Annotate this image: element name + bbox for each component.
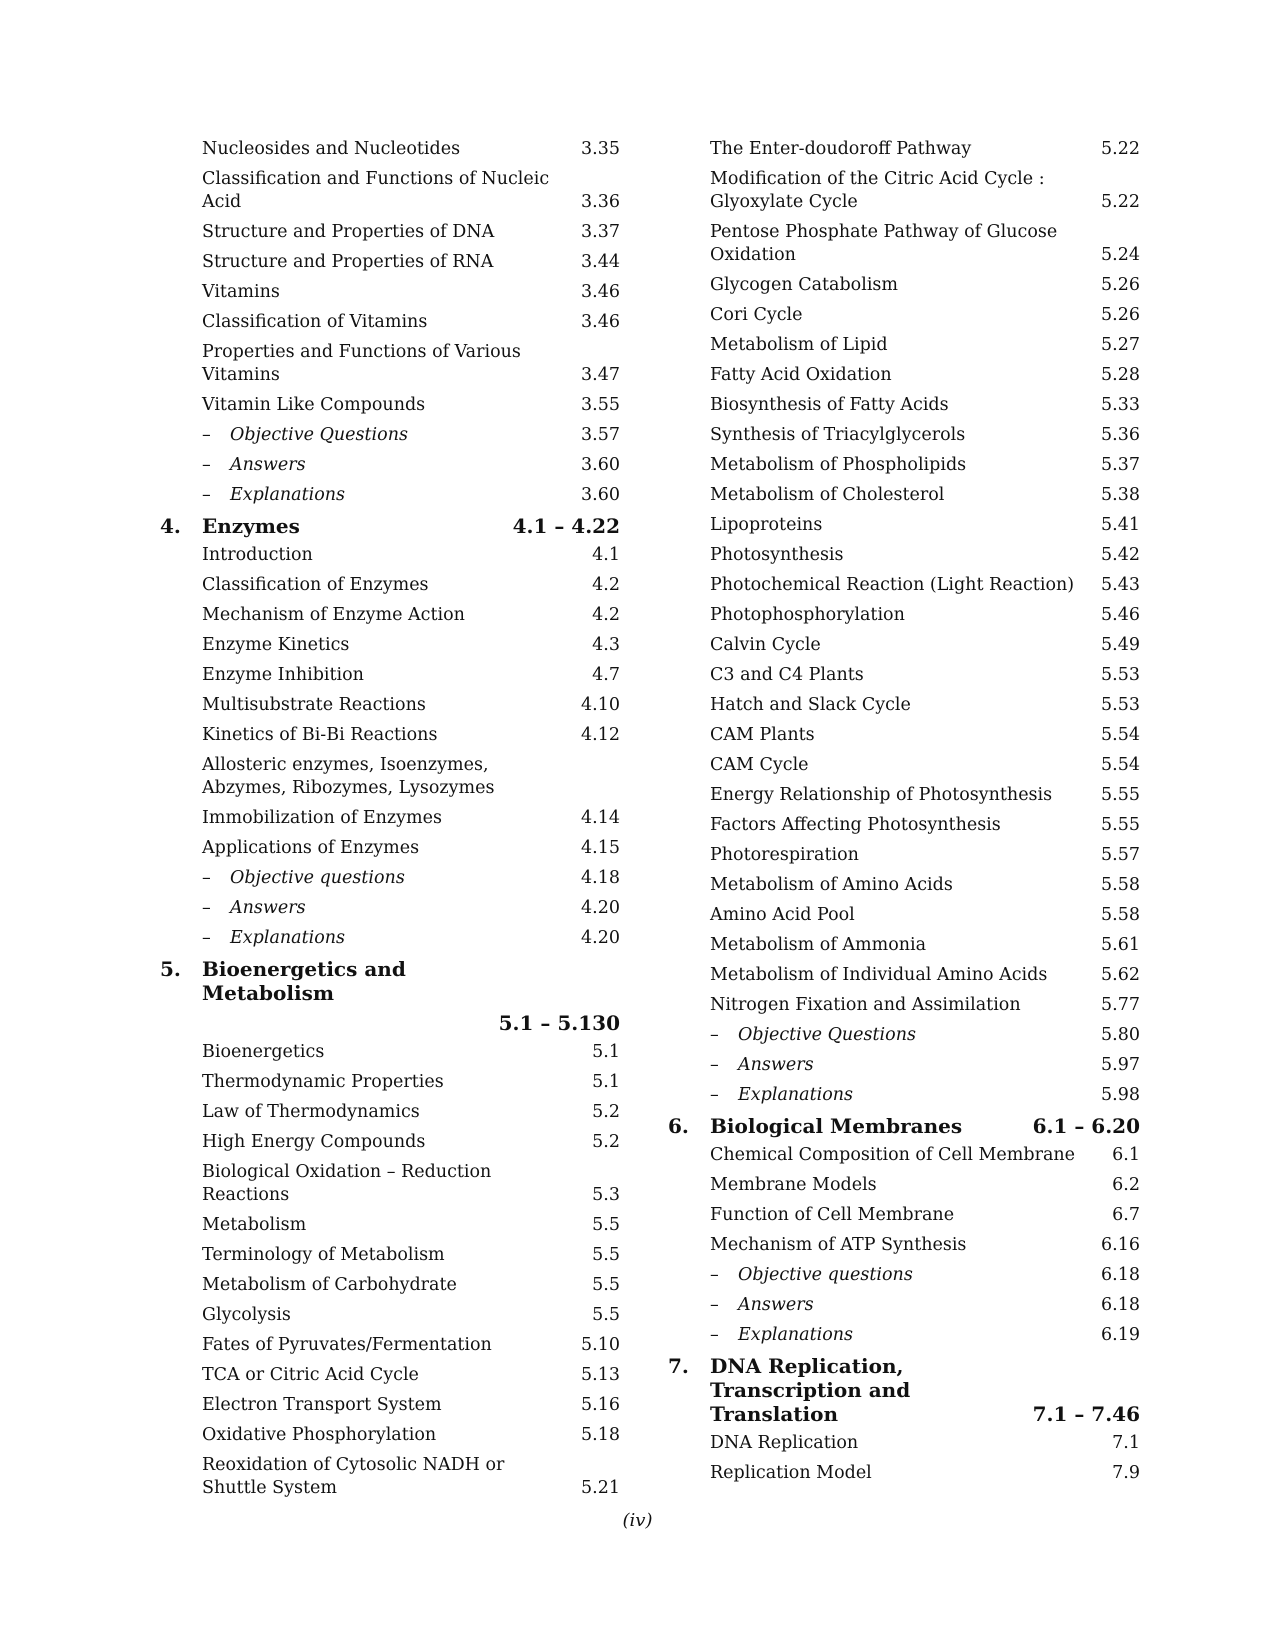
toc-entry xyxy=(160,1161,620,1207)
entry-title: High Energy Compounds xyxy=(202,1132,426,1152)
page-number: 5.58 xyxy=(1101,905,1140,925)
page-number: 3.57 xyxy=(581,425,620,445)
toc-chapter-heading xyxy=(160,514,620,538)
page-number: 5.18 xyxy=(581,1425,620,1445)
page-number: 4.14 xyxy=(581,808,620,828)
entry-title: Metabolism of Carbohydrate xyxy=(202,1275,457,1295)
entry-title: Vitamins xyxy=(202,282,280,302)
page-number: 5.5 xyxy=(592,1305,620,1325)
page-number: 5.10 xyxy=(581,1335,620,1355)
page-number: 5.41 xyxy=(1101,515,1140,535)
entry-title: Thermodynamic Properties xyxy=(202,1072,444,1092)
page-number: 5.5 xyxy=(592,1245,620,1265)
toc-entry xyxy=(160,1424,620,1447)
toc-entry xyxy=(668,664,1140,687)
page-number: 4.20 xyxy=(581,928,620,948)
entry-title: Energy Relationship of Photosynthesis xyxy=(710,785,1053,805)
toc-entry xyxy=(160,604,620,627)
subentry-title: Objective questions xyxy=(230,868,405,888)
toc-entry xyxy=(668,964,1140,987)
entry-title: Reoxidation of Cytosolic NADH or Shuttle System xyxy=(202,1455,505,1498)
dash-marker: – xyxy=(202,898,211,918)
entry-title: Glycogen Catabolism xyxy=(710,275,898,295)
entry-title: Allosteric enzymes, Isoenzymes, Abzymes, Ribozymes, Lysozymes xyxy=(202,755,495,798)
page-number: 5.97 xyxy=(1101,1055,1140,1075)
toc-entry xyxy=(668,604,1140,627)
page-number: 5.27 xyxy=(1101,335,1140,355)
chapter-title: Bioenergetics and Metabolism xyxy=(202,957,406,1005)
entry-title: Photophosphorylation xyxy=(710,605,905,625)
toc-subentry xyxy=(668,1084,1140,1107)
toc-entry xyxy=(668,514,1140,537)
subentry-title: Objective questions xyxy=(738,1265,913,1285)
toc-entry xyxy=(160,281,620,304)
subentry-title: Answers xyxy=(738,1055,814,1075)
dash-marker: – xyxy=(710,1055,719,1075)
entry-title: Metabolism of Ammonia xyxy=(710,935,927,955)
entry-title: Lipoproteins xyxy=(710,515,823,535)
entry-title: Mechanism of Enzyme Action xyxy=(202,605,465,625)
chapter-page-range: 6.1 – 6.20 xyxy=(1032,1114,1140,1138)
entry-title: Photochemical Reaction (Light Reaction) xyxy=(710,575,1075,595)
page-number: 5.58 xyxy=(1101,875,1140,895)
toc-entry xyxy=(668,694,1140,717)
toc-entry xyxy=(160,1454,620,1500)
dash-marker: – xyxy=(202,455,211,475)
toc-entry xyxy=(160,837,620,860)
page-number: 3.47 xyxy=(581,365,620,385)
entry-title: Membrane Models xyxy=(710,1175,877,1195)
page-number: 5.53 xyxy=(1101,695,1140,715)
chapter-page-range: 4.1 – 4.22 xyxy=(512,514,620,538)
toc-entry xyxy=(668,874,1140,897)
page-folio: (iv) xyxy=(622,1510,653,1531)
dash-marker: – xyxy=(710,1265,719,1285)
page-number: 5.55 xyxy=(1101,785,1140,805)
subentry-title: Objective Questions xyxy=(230,425,408,445)
toc-subentry xyxy=(160,897,620,920)
subentry-title: Explanations xyxy=(738,1085,853,1105)
toc-entry xyxy=(668,724,1140,747)
entry-title: Cori Cycle xyxy=(710,305,803,325)
toc-entry xyxy=(160,1131,620,1154)
page-number: 6.18 xyxy=(1101,1265,1140,1285)
toc-entry xyxy=(668,484,1140,507)
toc-right-column xyxy=(668,138,1140,1492)
dash-marker: – xyxy=(710,1325,719,1345)
page-number: 4.2 xyxy=(592,575,620,595)
page-number: 5.28 xyxy=(1101,365,1140,385)
entry-title: Metabolism of Lipid xyxy=(710,335,888,355)
page-number: 5.49 xyxy=(1101,635,1140,655)
toc-entry xyxy=(668,1234,1140,1257)
toc-entry xyxy=(160,1364,620,1387)
entry-title: Modification of the Citric Acid Cycle : Glyoxylate Cycle xyxy=(710,169,1045,212)
page-number: 5.33 xyxy=(1101,395,1140,415)
page-number: 4.2 xyxy=(592,605,620,625)
toc-entry xyxy=(160,1214,620,1237)
toc-entry xyxy=(668,138,1140,161)
chapter-number: 7. xyxy=(668,1354,689,1378)
chapter-number: 6. xyxy=(668,1114,689,1138)
toc-entry xyxy=(668,334,1140,357)
page-number: 5.57 xyxy=(1101,845,1140,865)
toc-entry xyxy=(160,694,620,717)
toc-subentry xyxy=(668,1054,1140,1077)
toc-entry xyxy=(668,1432,1140,1455)
page-number: 4.12 xyxy=(581,725,620,745)
entry-title: Biological Oxidation – Reduction Reactions xyxy=(202,1162,492,1205)
entry-title: Factors Affecting Photosynthesis xyxy=(710,815,1001,835)
entry-title: DNA Replication xyxy=(710,1433,859,1453)
entry-title: Fates of Pyruvates/Fermentation xyxy=(202,1335,492,1355)
toc-entry xyxy=(160,1304,620,1327)
page-number: 4.10 xyxy=(581,695,620,715)
entry-title: Synthesis of Triacylglycerols xyxy=(710,425,966,445)
page-number: 3.46 xyxy=(581,282,620,302)
page-number: 5.46 xyxy=(1101,605,1140,625)
entry-title: Electron Transport System xyxy=(202,1395,442,1415)
toc-entry xyxy=(668,364,1140,387)
dash-marker: – xyxy=(202,485,211,505)
toc-entry xyxy=(160,1041,620,1064)
chapter-page-range: 5.1 – 5.130 xyxy=(498,1011,620,1035)
entry-title: Multisubstrate Reactions xyxy=(202,695,426,715)
entry-title: Metabolism of Phospholipids xyxy=(710,455,967,475)
entry-title: Applications of Enzymes xyxy=(202,838,420,858)
toc-entry xyxy=(668,574,1140,597)
toc-entry xyxy=(668,934,1140,957)
entry-title: Classification of Enzymes xyxy=(202,575,429,595)
page-number: 3.55 xyxy=(581,395,620,415)
entry-title: Enzyme Inhibition xyxy=(202,665,364,685)
entry-title: Nitrogen Fixation and Assimilation xyxy=(710,995,1021,1015)
toc-subentry xyxy=(160,484,620,507)
toc-subentry xyxy=(668,1294,1140,1317)
entry-title: Function of Cell Membrane xyxy=(710,1205,955,1225)
toc-entry xyxy=(160,138,620,161)
page-number: 5.37 xyxy=(1101,455,1140,475)
toc-entry xyxy=(668,544,1140,567)
entry-title: Biosynthesis of Fatty Acids xyxy=(710,395,949,415)
toc-chapter-heading xyxy=(668,1114,1140,1138)
toc-entry xyxy=(668,634,1140,657)
entry-title: Classification and Functions of Nucleic Acid xyxy=(202,169,550,212)
entry-title: Properties and Functions of Various Vitamins xyxy=(202,342,521,385)
subentry-title: Answers xyxy=(738,1295,814,1315)
toc-entry xyxy=(668,1144,1140,1167)
toc-entry xyxy=(668,1174,1140,1197)
toc-entry xyxy=(668,784,1140,807)
toc-entry xyxy=(668,424,1140,447)
entry-title: Metabolism of Individual Amino Acids xyxy=(710,965,1048,985)
toc-entry xyxy=(160,544,620,567)
chapter-title: Enzymes xyxy=(202,514,300,538)
dash-marker: – xyxy=(202,868,211,888)
page-number: 3.60 xyxy=(581,455,620,475)
page-number: 3.37 xyxy=(581,222,620,242)
entry-title: Photorespiration xyxy=(710,845,859,865)
entry-title: TCA or Citric Acid Cycle xyxy=(202,1365,419,1385)
entry-title: Mechanism of ATP Synthesis xyxy=(710,1235,967,1255)
chapter-number: 5. xyxy=(160,957,181,981)
toc-subentry xyxy=(160,867,620,890)
toc-entry xyxy=(160,1394,620,1417)
entry-title: Metabolism of Cholesterol xyxy=(710,485,945,505)
toc-subentry xyxy=(668,1024,1140,1047)
page-number: 6.2 xyxy=(1112,1175,1140,1195)
toc-entry xyxy=(160,1244,620,1267)
page-number: 4.15 xyxy=(581,838,620,858)
page-number: 4.18 xyxy=(581,868,620,888)
subentry-title: Explanations xyxy=(230,485,345,505)
entry-title: Law of Thermodynamics xyxy=(202,1102,420,1122)
entry-title: Replication Model xyxy=(710,1463,872,1483)
toc-chapter-heading xyxy=(668,1354,1140,1426)
page-number: 5.13 xyxy=(581,1365,620,1385)
page-number: 3.35 xyxy=(581,139,620,159)
entry-title: The Enter-doudoroff Pathway xyxy=(710,139,972,159)
entry-title: Oxidative Phosphorylation xyxy=(202,1425,437,1445)
page-number: 5.21 xyxy=(581,1478,620,1498)
dash-marker: – xyxy=(202,928,211,948)
page-number: 5.2 xyxy=(592,1102,620,1122)
toc-entry xyxy=(160,574,620,597)
entry-title: Immobilization of Enzymes xyxy=(202,808,442,828)
entry-title: Structure and Properties of RNA xyxy=(202,252,494,272)
page-number: 5.61 xyxy=(1101,935,1140,955)
entry-title: Hatch and Slack Cycle xyxy=(710,695,911,715)
page-number: 3.44 xyxy=(581,252,620,272)
page-number: 3.46 xyxy=(581,312,620,332)
dash-marker: – xyxy=(202,425,211,445)
entry-title: Pentose Phosphate Pathway of Glucose Oxidation xyxy=(710,222,1058,265)
page-number: 5.77 xyxy=(1101,995,1140,1015)
subentry-title: Answers xyxy=(230,455,306,475)
page-number: 5.26 xyxy=(1101,275,1140,295)
toc-entry xyxy=(160,1334,620,1357)
page-number: 5.55 xyxy=(1101,815,1140,835)
page-number: 5.5 xyxy=(592,1275,620,1295)
page-number: 5.80 xyxy=(1101,1025,1140,1045)
page-number: 4.20 xyxy=(581,898,620,918)
page-number: 5.26 xyxy=(1101,305,1140,325)
toc-entry xyxy=(160,664,620,687)
entry-title: Introduction xyxy=(202,545,313,565)
toc-subentry xyxy=(668,1264,1140,1287)
toc-entry xyxy=(160,724,620,747)
entry-title: Vitamin Like Compounds xyxy=(202,395,426,415)
page-number: 6.18 xyxy=(1101,1295,1140,1315)
toc-subentry xyxy=(160,927,620,950)
toc-entry xyxy=(160,1274,620,1297)
toc-entry xyxy=(668,994,1140,1017)
entry-title: CAM Cycle xyxy=(710,755,809,775)
toc-entry xyxy=(160,341,620,387)
chapter-title: DNA Replication, Transcription and Translation xyxy=(710,1354,911,1426)
page-number: 4.1 xyxy=(592,545,620,565)
entry-title: Kinetics of Bi-Bi Reactions xyxy=(202,725,438,745)
chapter-page-range: 7.1 – 7.46 xyxy=(1032,1402,1140,1426)
toc-entry xyxy=(160,251,620,274)
entry-title: CAM Plants xyxy=(710,725,815,745)
page-number: 5.3 xyxy=(592,1185,620,1205)
toc-entry xyxy=(668,904,1140,927)
chapter-title: Biological Membranes xyxy=(710,1114,963,1138)
entry-title: Metabolism xyxy=(202,1215,307,1235)
page-number: 5.98 xyxy=(1101,1085,1140,1105)
entry-title: Classification of Vitamins xyxy=(202,312,428,332)
toc-entry xyxy=(668,454,1140,477)
entry-title: Photosynthesis xyxy=(710,545,844,565)
entry-title: C3 and C4 Plants xyxy=(710,665,864,685)
entry-title: Amino Acid Pool xyxy=(710,905,855,925)
dash-marker: – xyxy=(710,1085,719,1105)
entry-title: Calvin Cycle xyxy=(710,635,821,655)
dash-marker: – xyxy=(710,1025,719,1045)
toc-entry xyxy=(160,394,620,417)
toc-entry xyxy=(160,1071,620,1094)
page-number: 5.16 xyxy=(581,1395,620,1415)
page-number: 5.1 xyxy=(592,1042,620,1062)
subentry-title: Explanations xyxy=(230,928,345,948)
toc-entry xyxy=(668,1462,1140,1485)
toc-entry xyxy=(668,304,1140,327)
toc-entry xyxy=(160,807,620,830)
page-number: 7.9 xyxy=(1112,1463,1140,1483)
toc-entry xyxy=(668,221,1140,267)
page-number: 5.62 xyxy=(1101,965,1140,985)
toc-entry xyxy=(668,394,1140,417)
page-number: 6.19 xyxy=(1101,1325,1140,1345)
entry-title: Metabolism of Amino Acids xyxy=(710,875,953,895)
page-number: 3.60 xyxy=(581,485,620,505)
page-number: 6.16 xyxy=(1101,1235,1140,1255)
entry-title: Fatty Acid Oxidation xyxy=(710,365,892,385)
entry-title: Nucleosides and Nucleotides xyxy=(202,139,461,159)
page-number: 5.54 xyxy=(1101,725,1140,745)
entry-title: Bioenergetics xyxy=(202,1042,325,1062)
toc-entry xyxy=(160,168,620,214)
page-number: 5.24 xyxy=(1101,245,1140,265)
page-number: 5.2 xyxy=(592,1132,620,1152)
page-number: 5.43 xyxy=(1101,575,1140,595)
toc-entry xyxy=(668,274,1140,297)
toc-entry xyxy=(160,221,620,244)
entry-title: Glycolysis xyxy=(202,1305,291,1325)
toc-entry xyxy=(160,311,620,334)
toc-entry xyxy=(668,844,1140,867)
entry-title: Chemical Composition of Cell Membrane xyxy=(710,1145,1076,1165)
page-number: 4.7 xyxy=(592,665,620,685)
entry-title: Enzyme Kinetics xyxy=(202,635,350,655)
dash-marker: – xyxy=(710,1295,719,1315)
page-number: 3.36 xyxy=(581,192,620,212)
toc-entry xyxy=(160,754,620,800)
toc-entry xyxy=(668,754,1140,777)
page-number: 6.7 xyxy=(1112,1205,1140,1225)
toc-entry xyxy=(160,634,620,657)
toc-subentry xyxy=(160,454,620,477)
toc-subentry xyxy=(668,1324,1140,1347)
page-number: 5.53 xyxy=(1101,665,1140,685)
page-number: 5.36 xyxy=(1101,425,1140,445)
page-number: 4.3 xyxy=(592,635,620,655)
toc-entry xyxy=(668,1204,1140,1227)
chapter-number: 4. xyxy=(160,514,181,538)
page-number: 6.1 xyxy=(1112,1145,1140,1165)
entry-title: Terminology of Metabolism xyxy=(202,1245,445,1265)
toc-chapter-heading xyxy=(160,957,620,1005)
page-number: 5.22 xyxy=(1101,139,1140,159)
toc-entry xyxy=(668,168,1140,214)
toc-entry xyxy=(160,1101,620,1124)
page-number: 5.54 xyxy=(1101,755,1140,775)
page-number: 5.5 xyxy=(592,1215,620,1235)
subentry-title: Objective Questions xyxy=(738,1025,916,1045)
toc-left-column xyxy=(160,138,620,1507)
subentry-title: Explanations xyxy=(738,1325,853,1345)
page-number: 5.22 xyxy=(1101,192,1140,212)
toc-subentry xyxy=(160,424,620,447)
page-number: 7.1 xyxy=(1112,1433,1140,1453)
page-number: 5.1 xyxy=(592,1072,620,1092)
page-number: 5.42 xyxy=(1101,545,1140,565)
page-number: 5.38 xyxy=(1101,485,1140,505)
subentry-title: Answers xyxy=(230,898,306,918)
entry-title: Structure and Properties of DNA xyxy=(202,222,495,242)
toc-entry xyxy=(668,814,1140,837)
